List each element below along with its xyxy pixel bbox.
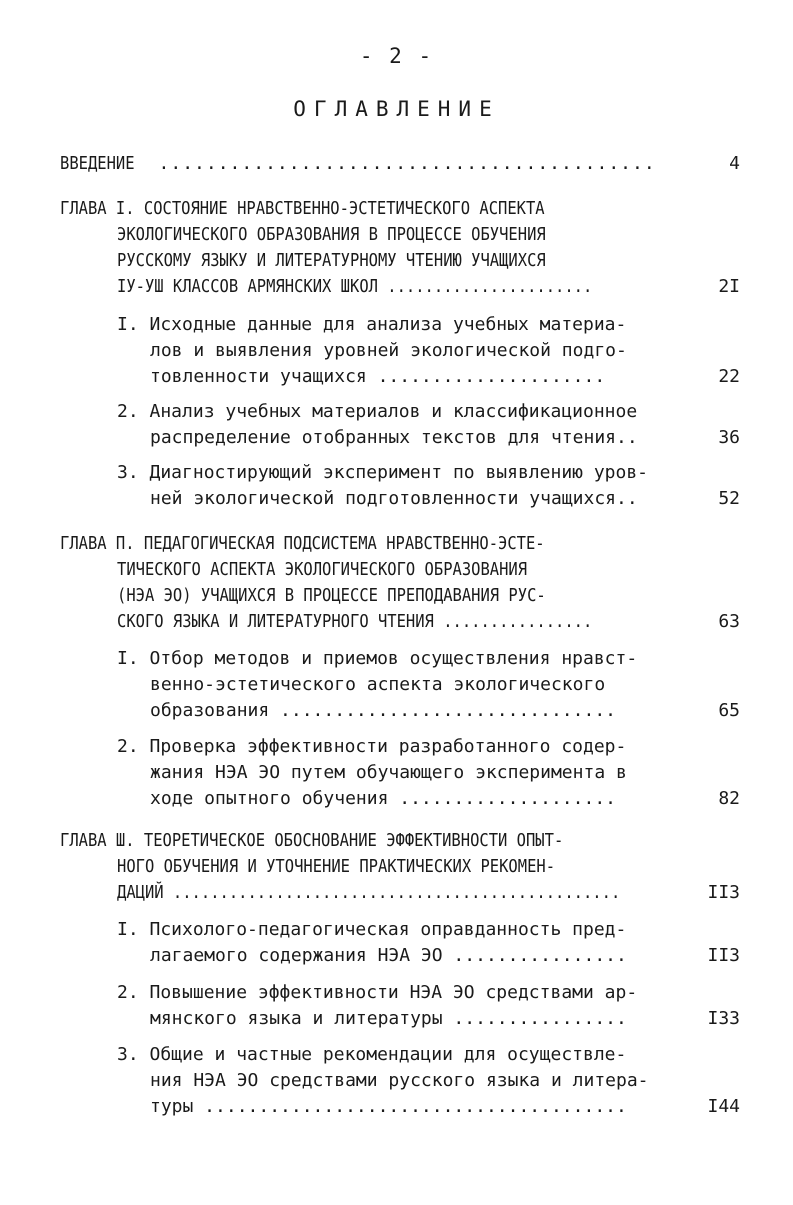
section-line: 2. Анализ учебных материалов и классификационное [117, 401, 638, 422]
chapter-1-line: ЭКОЛОГИЧЕСКОГО ОБРАЗОВАНИЯ В ПРОЦЕССЕ ОБУЧЕНИЯ [117, 224, 546, 245]
section-line: I. Исходные данные для анализа учебных материа- [117, 314, 627, 335]
chapter-1-line: РУССКОМУ ЯЗЫКУ И ЛИТЕРАТУРНОМУ ЧТЕНИЮ УЧАЩИХСЯ [117, 250, 546, 271]
chapter-3-line: ДАЦИЙ ................................................ [117, 882, 621, 903]
section-line: 3. Диагностирующий эксперимент по выявлению уров- [117, 462, 649, 483]
chapter-2-line: СКОГО ЯЗЫКА И ЛИТЕРАТУРНОГО ЧТЕНИЯ ................ [117, 611, 593, 632]
section-line: распределение отобранных текстов для чтения.. [150, 427, 638, 448]
chapter-1-line: ГЛАВА I. СОСТОЯНИЕ НРАВСТВЕННО-ЭСТЕТИЧЕСКОГО АСПЕКТА [60, 198, 545, 219]
section-line: 2. Проверка эффективности разработанного содер- [117, 736, 627, 757]
section-line: I. Отбор методов и приемов осуществления нравст- [117, 648, 638, 669]
toc-title: ОГЛАВЛЕНИЕ [293, 97, 500, 121]
section-line: ходе опытного обучения .................... [150, 788, 616, 809]
section-line: туры ....................................... [150, 1096, 627, 1117]
chapter-2-page: 63 [718, 611, 740, 632]
intro-label: ВВЕДЕНИЕ .......................................... [60, 153, 656, 174]
section-page: 52 [718, 488, 740, 509]
intro-page: 4 [729, 153, 740, 174]
section-line: ния НЭА ЭО средствами русского языка и литера- [150, 1070, 649, 1091]
section-line: лов и выявления уровней экологической подго- [150, 340, 627, 361]
section-line: 3. Общие и частные рекомендации для осуществле- [117, 1044, 627, 1065]
chapter-3-line: ГЛАВА Ш. ТЕОРЕТИЧЕСКОЕ ОБОСНОВАНИЕ ЭФФЕКТИВНОСТИ ОПЫТ- [60, 830, 564, 851]
section-page: 22 [718, 366, 740, 387]
section-line: ней экологической подготовленности учащихся.. [150, 488, 638, 509]
section-page: I44 [707, 1096, 740, 1117]
section-line: I. Психолого-педагогическая оправданность пред- [117, 919, 627, 940]
chapter-3-page: II3 [707, 882, 740, 903]
chapter-1-line: IУ-УШ КЛАССОВ АРМЯНСКИХ ШКОЛ ...................... [117, 276, 593, 297]
page-number: - 2 - [359, 44, 434, 68]
chapter-2-line: (НЭА ЭО) УЧАЩИХСЯ В ПРОЦЕССЕ ПРЕПОДАВАНИЯ РУС- [117, 585, 546, 606]
chapter-1-page: 2I [718, 276, 740, 297]
chapter-3-line: НОГО ОБУЧЕНИЯ И УТОЧНЕНИЕ ПРАКТИЧЕСКИХ РЕКОМЕН- [117, 856, 556, 877]
chapter-2-line: ГЛАВА П. ПЕДАГОГИЧЕСКАЯ ПОДСИСТЕМА НРАВСТВЕННО-ЭСТЕ- [60, 533, 545, 554]
section-line: 2. Повышение эффективности НЭА ЭО средствами ар- [117, 982, 638, 1003]
section-page: I33 [707, 1008, 740, 1029]
section-line: образования ............................... [150, 700, 616, 721]
section-page: 82 [718, 788, 740, 809]
section-line: товленности учащихся ..................... [150, 366, 606, 387]
section-line: жания НЭА ЭО путем обучающего эксперимента в [150, 762, 627, 783]
section-line: мянского языка и литературы ................ [150, 1008, 627, 1029]
section-line: лагаемого содержания НЭА ЭО ................ [150, 945, 627, 966]
chapter-2-line: ТИЧЕСКОГО АСПЕКТА ЭКОЛОГИЧЕСКОГО ОБРАЗОВАНИЯ [117, 559, 528, 580]
section-page: 65 [718, 700, 740, 721]
section-line: венно-эстетического аспекта экологического [150, 674, 606, 695]
section-page: 36 [718, 427, 740, 448]
section-page: II3 [707, 945, 740, 966]
